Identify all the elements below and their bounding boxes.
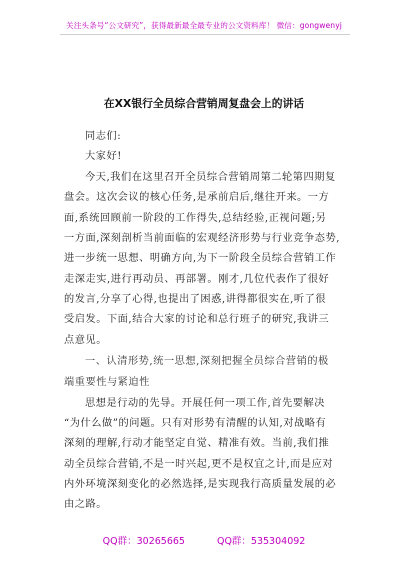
footer-qq-group-2: QQ群：535304092 xyxy=(216,536,306,547)
paragraph-line: 的发言,分享了心得,也提出了困惑,讲得都很实在,听了很 xyxy=(64,294,327,305)
document-title: 在XX银行全员综合营销周复盘会上的讲话 xyxy=(103,97,305,110)
paragraph-line: 动全员综合营销,不是一时兴起,更不是权宜之计,而是应对 xyxy=(64,459,334,470)
paragraph-line: 盘会。这次会议的核心任务,是承前启后,继往开来。一方 xyxy=(64,192,330,203)
header-divider xyxy=(60,34,350,35)
footer-qq-group-1: QQ群：30265665 xyxy=(102,536,185,547)
paragraph-line: 思想是行动的先导。开展任何一项工作,首先要解决 xyxy=(85,398,326,409)
paragraph-line: 受启发。下面,结合大家的讨论和总行班子的研究,我讲三 xyxy=(64,314,330,325)
paragraph-line: 由之路。 xyxy=(64,499,107,510)
header-promo: 关注头条号“公文研究”，获得最新最全最专业的公文资料库！ 微信：gongwenyj xyxy=(66,21,342,30)
paragraph-line: 走深走实,进行再动员、再部署。刚才,几位代表作了很好 xyxy=(64,274,330,285)
paragraph-line: 面,系统回顾前一阶段的工作得失,总结经验,正视问题;另 xyxy=(64,213,327,224)
paragraph-line: 今天,我们在这里召开全员综合营销周第二轮第四期复 xyxy=(85,172,336,183)
paragraph-line: 深刻的理解,行动才能坚定自觉、精准有效。当前,我们推 xyxy=(64,438,330,449)
salutation: 同志们: xyxy=(85,131,122,142)
section-heading-continued: 端重要性与紧迫性 xyxy=(64,377,150,388)
paragraph-line: 点意见。 xyxy=(64,335,107,346)
paragraph-line: 内外环境深刻变化的必然选择,是实现我行高质量发展的必 xyxy=(64,479,337,490)
paragraph-line: 进一步统一思想、明确方向,为下一阶段全员综合营销工作 xyxy=(64,253,337,264)
section-heading: 一、认清形势,统一思想,深刻把握全员综合营销的极 xyxy=(85,356,329,367)
paragraph-line: “为什么做”的问题。只有对形势有清醒的认知,对战略有 xyxy=(64,418,327,429)
footer-contacts xyxy=(0,533,408,547)
greeting: 大家好! xyxy=(85,151,122,162)
paragraph-line: 一方面,深刻剖析当前面临的宏观经济形势与行业竞争态势, xyxy=(64,233,341,244)
